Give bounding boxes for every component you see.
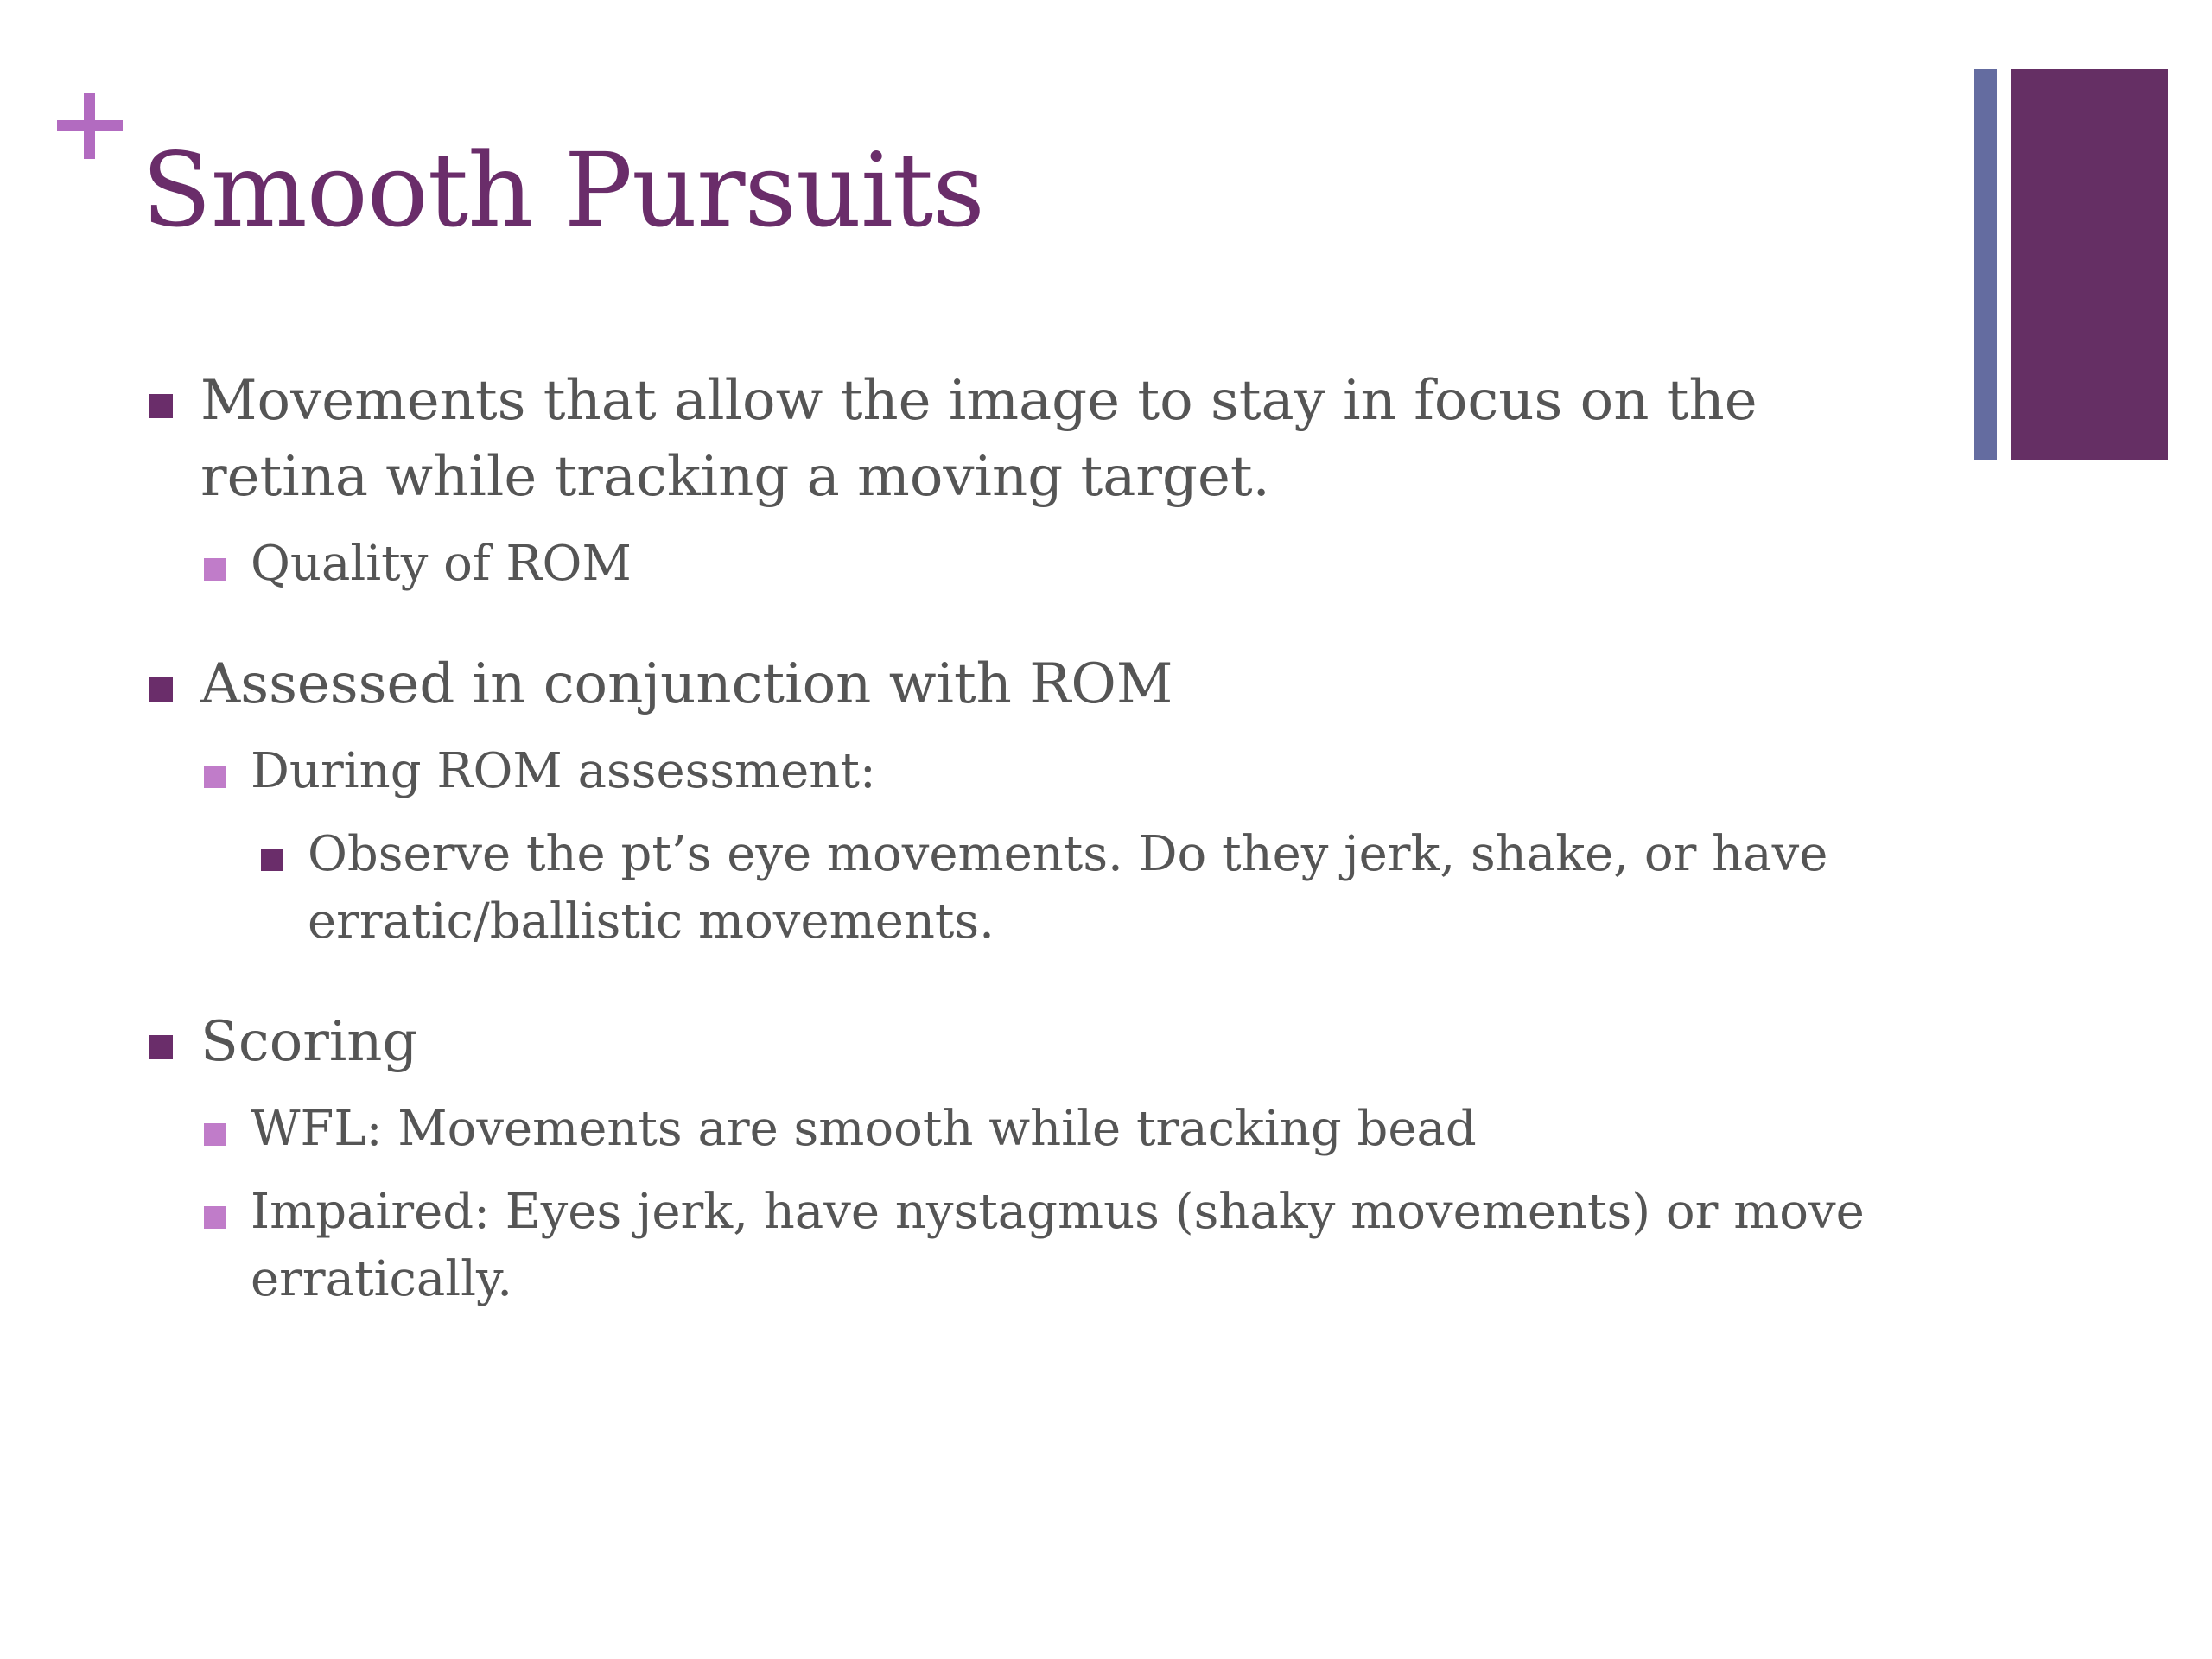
bullet-item [138,363,1936,515]
sub-bullet-text: Quality of ROM [251,536,632,592]
sub-sub-bullet-marker [261,849,283,871]
bullet-marker [149,394,173,418]
plus-icon [57,93,123,159]
bullet-text: Movements that allow the image to stay in focus on the retina while tracking a moving target. [200,369,1758,509]
sub-bullet-text: During ROM assessment: [251,743,876,799]
sub-bullet-item [195,1096,1936,1163]
sub-bullet-item [195,531,1936,598]
bullet-list [138,363,1936,1313]
sub-bullet-text: WFL: Movements are smooth while tracking bead [251,1101,1477,1157]
sub-sub-bullet-item [252,821,1936,956]
sub-bullet-marker [204,558,226,581]
sub-bullet-marker [204,1123,226,1146]
accent-bar-thin [1974,69,1997,460]
sub-bullet-marker [204,766,226,788]
bullet-text: Assessed in conjunction with ROM [200,652,1173,716]
plus-icon-vertical-bar [84,93,95,159]
bullet-item [138,646,1936,722]
sub-bullet-text: Impaired: Eyes jerk, have nystagmus (shaky movements) or move erratically. [251,1184,1865,1307]
bullet-item [138,1004,1936,1080]
bullet-marker [149,677,173,702]
sub-bullet-item [195,1179,1936,1313]
sub-sub-bullet-text: Observe the pt’s eye movements. Do they jerk, shake, or have erratic/ballistic movements. [308,826,1828,950]
sub-bullet-marker [204,1206,226,1229]
bullet-text: Scoring [200,1010,418,1074]
accent-bar-thick [2011,69,2168,460]
bullet-marker [149,1035,173,1059]
slide-title: Smooth Pursuits [142,130,984,250]
sub-bullet-item [195,738,1936,805]
